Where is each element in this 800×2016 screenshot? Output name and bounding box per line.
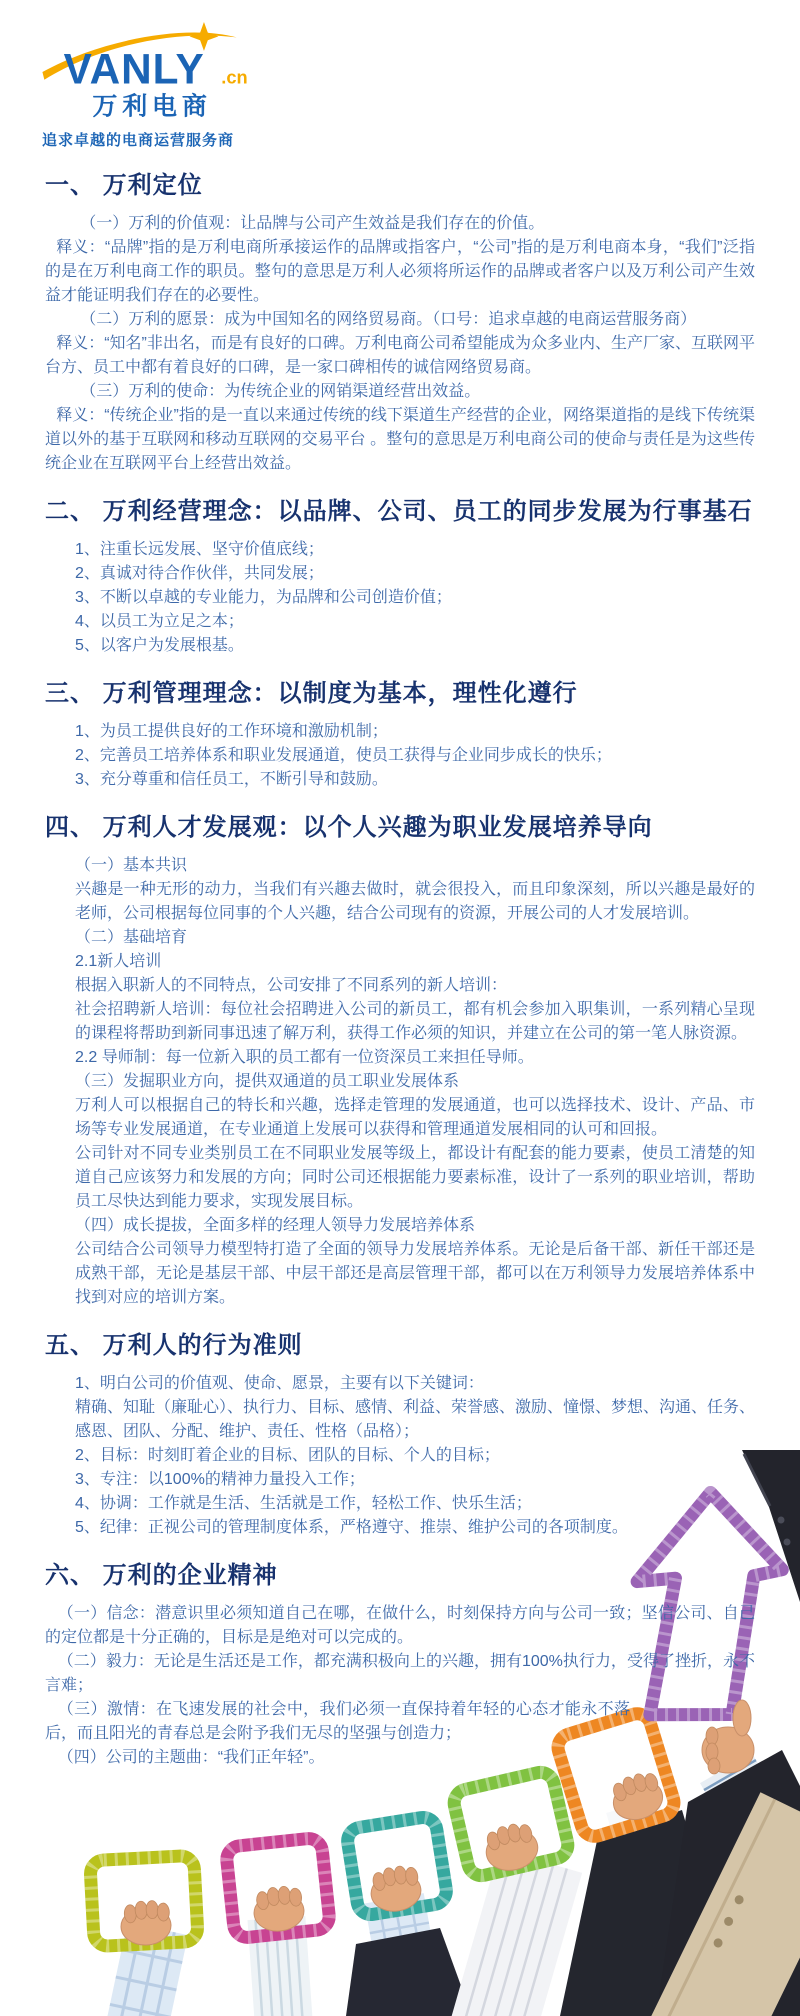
section-code-of-conduct xyxy=(0,1330,800,1540)
paragraph: 万利人可以根据自己的特长和兴趣，选择走管理的发展通道，也可以选择技术、设计、产品、市场等专业发展通道，在专业通道上发展可以获得和管理通道发展相同的认可和回报。 xyxy=(75,1097,755,1138)
paragraph: 2、真诚对待合作伙伴，共同发展； xyxy=(75,565,324,582)
paragraph: 3、充分尊重和信任员工，不断引导和鼓励。 xyxy=(75,771,388,788)
section-heading: 一、 万利定位 xyxy=(45,172,203,199)
paragraph: 3、专注：以100%的精神力量投入工作； xyxy=(75,1471,365,1488)
paragraph: （三）激情：在飞速发展的社会中，我们必须一直保持着年轻的心态才能永不落后，而且阳光的青春总是会附予我们无尽的坚强与创造力； xyxy=(45,1701,630,1742)
section-heading: 三、 万利管理理念：以制度为基本，理性化遵行 xyxy=(45,680,578,707)
paragraph: （三）发掘职业方向，提供双通道的员工职业发展体系 xyxy=(75,1073,460,1090)
section-business-philosophy xyxy=(0,496,800,658)
section-management-philosophy xyxy=(0,678,800,792)
paragraph: 精确、知耻（廉耻心）、执行力、目标、感情、利益、荣誉感、激励、憧憬、梦想、沟通、任务、感恩、团队、分配、维护、责任、性格（品格）； xyxy=(75,1399,756,1440)
paragraph: （四）公司的主题曲：“我们正年轻”。 xyxy=(57,1749,325,1766)
paragraph: 释义：“知名”非出名，而是有良好的口碑。万利电商公司希望能成为众多业内、生产厂家、互联网平台方、员工中都有着良好的口碑，是一家口碑相传的诚信网络贸易商。 xyxy=(45,335,755,376)
paragraph: 4、协调：工作就是生活、生活就是工作，轻松工作、快乐生活； xyxy=(75,1495,532,1512)
paragraph: 释义：“品牌”指的是万利电商所承接运作的品牌或指客户，“公司”指的是万利电商本身，“我们”泛指的是在万利电商工作的职员。整句的意思是万利人必须将所运作的品牌或者客户以及万利公司产生效益才能证明我们存在的必要性。 xyxy=(45,239,755,304)
paragraph: 1、明白公司的价值观、使命、愿景，主要有以下关键词： xyxy=(75,1375,484,1392)
section-heading: 五、 万利人的行为准则 xyxy=(45,1332,303,1359)
paragraph: 释义：“传统企业”指的是一直以来通过传统的线下渠道生产经营的企业，网络渠道指的是线下传统渠道以外的基于互联网和移动互联网的交易平台 。整句的意思是万利电商公司的使命与责任是为这些传统企业在互联网平台上经营出效益。 xyxy=(45,407,755,472)
paragraph: （一）信念：潜意识里必须知道自己在哪，在做什么，时刻保持方向与公司一致；坚信公司、自己的定位都是十分正确的，目标是是绝对可以完成的。 xyxy=(45,1605,755,1646)
paragraph: 2、目标：时刻盯着企业的目标、团队的目标、个人的目标； xyxy=(75,1447,500,1464)
paragraph: 3、不断以卓越的专业能力，为品牌和公司创造价值； xyxy=(75,589,452,606)
section-positioning xyxy=(0,170,800,476)
paragraph: 5、以客户为发展根基。 xyxy=(75,637,244,654)
section-talent-development xyxy=(0,812,800,1310)
section-heading: 六、 万利的企业精神 xyxy=(45,1562,278,1589)
paragraph: （二）基础培育 xyxy=(75,929,188,946)
paragraph: 1、为员工提供良好的工作环境和激励机制； xyxy=(75,723,388,740)
section-body xyxy=(75,720,755,792)
section-heading: 四、 万利人才发展观：以个人兴趣为职业发展培养导向 xyxy=(45,814,653,841)
section-body xyxy=(75,538,755,658)
vanly-logo xyxy=(38,22,278,150)
logo-tld-text: .cn xyxy=(221,66,248,88)
paragraph: （四）成长提拔，全面多样的经理人领导力发展培养体系 xyxy=(75,1217,476,1234)
paragraph: 兴趣是一种无形的动力，当我们有兴趣去做时，就会很投入，而且印象深刻，所以兴趣是最好的老师，公司根据每位同事的个人兴趣，结合公司现有的资源，开展公司的人才发展培训。 xyxy=(75,881,755,922)
paragraph: 1、注重长远发展、坚守价值底线； xyxy=(75,541,324,558)
paragraph: 根据入职新人的不同特点，公司安排了不同系列的新人培训： xyxy=(75,977,508,994)
paragraph: 公司针对不同专业类别员工在不同职业发展等级上，都设计有配套的能力要素，使员工清楚的知道自己应该努力和发展的方向；同时公司还根据能力要素标准，设计了一系列的职业培训，帮助员工尽快达到能力要求，实现发展目标。 xyxy=(75,1145,755,1210)
paragraph: 5、纪律：正视公司的管理制度体系，严格遵守、推崇、维护公司的各项制度。 xyxy=(75,1519,628,1536)
section-body xyxy=(75,854,755,1310)
paragraph: 2、完善员工培养体系和职业发展通道，使员工获得与企业同步成长的快乐； xyxy=(75,747,612,764)
paragraph: 4、以员工为立足之本； xyxy=(75,613,244,630)
section-body xyxy=(45,1602,755,1770)
section-heading: 二、 万利经营理念：以品牌、公司、员工的同步发展为行事基石 xyxy=(45,498,753,525)
paragraph: （二）毅力：无论是生活还是工作，都充满积极向上的兴趣，拥有100%执行力，受得了挫折，永不言难； xyxy=(45,1653,755,1694)
section-body xyxy=(45,212,755,476)
paragraph: （二）万利的愿景：成为中国知名的网络贸易商。（口号：追求卓越的电商运营服务商） xyxy=(80,311,697,328)
paragraph: 2.2 导师制：每一位新入职的员工都有一位资深员工来担任导师。 xyxy=(75,1049,534,1066)
paragraph: （三）万利的使命：为传统企业的网销渠道经营出效益。 xyxy=(80,383,481,400)
paragraph: 公司结合公司领导力模型特打造了全面的领导力发展培养体系。无论是后备干部、新任干部还是成熟干部，无论是基层干部、中层干部还是高层管理干部，都可以在万利领导力发展培养体系中找到对应的培训方案。 xyxy=(75,1241,755,1306)
logo-tagline: 追求卓越的电商运营服务商 xyxy=(42,132,235,149)
paragraph: 社会招聘新人培训：每位社会招聘进入公司的新员工，都有机会参加入职集训，一系列精心呈现的课程将帮助到新同事迅速了解万利，获得工作必须的知识，并建立在公司的第一笔人脉资源。 xyxy=(75,1001,755,1042)
hand-fist xyxy=(120,1900,172,1947)
logo-name-cn-text: 万利电商 xyxy=(92,92,212,121)
paragraph: （一）基本共识 xyxy=(75,857,188,874)
section-enterprise-spirit xyxy=(0,1560,800,1770)
vanly-logo-icon xyxy=(38,22,268,122)
paragraph: 2.1新人培训 xyxy=(75,953,162,970)
section-body xyxy=(75,1372,755,1540)
paragraph: （一）万利的价值观：让品牌与公司产生效益是我们存在的价值。 xyxy=(80,215,545,232)
logo-brand-text: VANLY xyxy=(63,45,205,93)
